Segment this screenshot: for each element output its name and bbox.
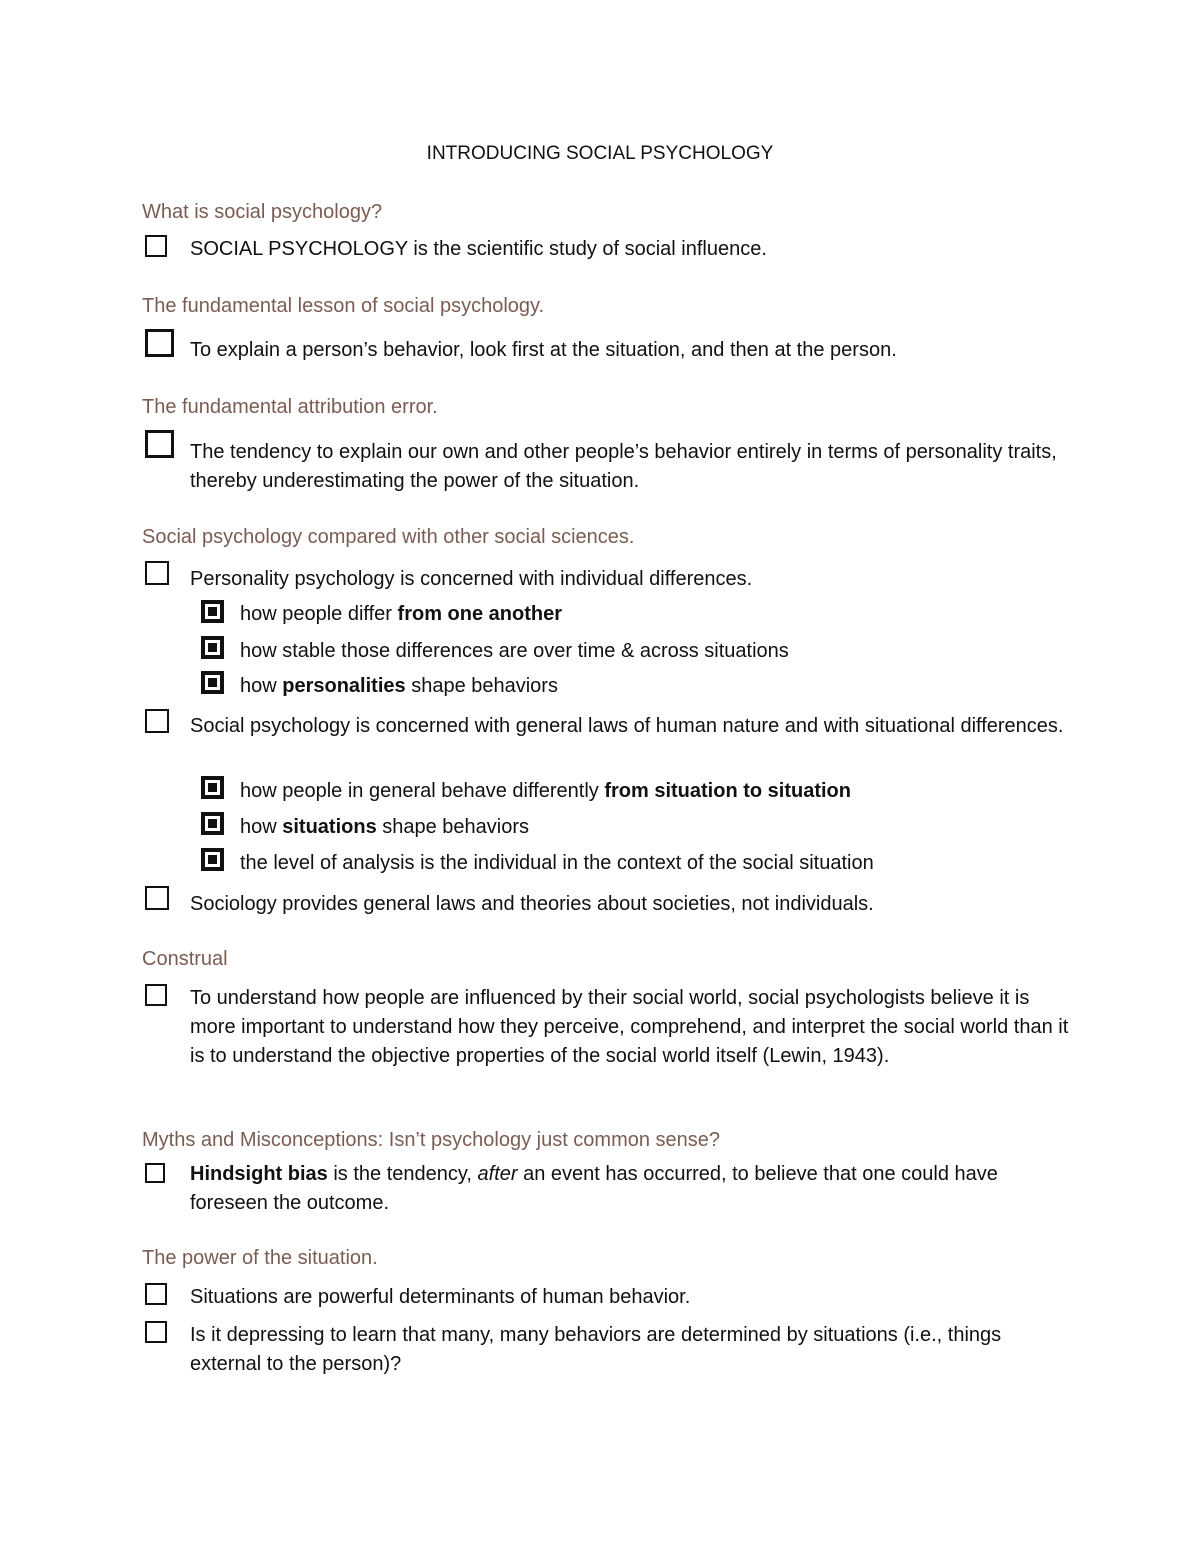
sub-bullet-text: how stable those differences are over time & across situations [240, 640, 789, 662]
section-heading: Myths and Misconceptions: Isn’t psychology just common sense? [142, 1129, 721, 1151]
section-heading: What is social psychology? [142, 201, 383, 223]
bullet-text: Hindsight bias is the tendency, after an event has occurred, to believe that one could have foreseen the outcome. [190, 1163, 998, 1214]
checkbox-icon [145, 430, 174, 458]
filled-checkbox-icon [201, 812, 224, 835]
filled-checkbox-icon [201, 776, 224, 799]
filled-checkbox-icon [201, 848, 224, 871]
filled-checkbox-icon [201, 636, 224, 659]
checkbox-icon [145, 329, 174, 357]
bullet-text: Is it depressing to learn that many, many behaviors are determined by situations (i.e., things external to the person)? [190, 1324, 1002, 1375]
checkbox-icon [145, 235, 167, 257]
sub-bullet-text: the level of analysis is the individual in the context of the social situation [240, 852, 874, 874]
section-heading: The fundamental attribution error. [142, 396, 438, 418]
bullet-text: SOCIAL PSYCHOLOGY is the scientific study of social influence. [190, 238, 767, 260]
checkbox-icon [145, 709, 169, 733]
bullet-text: To explain a person’s behavior, look first at the situation, and then at the person. [190, 339, 897, 361]
bullet-text: Personality psychology is concerned with individual differences. [190, 568, 753, 590]
sub-bullet-text: how people differ from one another [240, 603, 562, 625]
sub-bullet-text: how people in general behave differently from situation to situation [240, 780, 851, 802]
filled-checkbox-icon [201, 600, 224, 623]
bullet-text: Sociology provides general laws and theories about societies, not individuals. [190, 893, 874, 915]
checkbox-icon [145, 1163, 165, 1183]
section-heading: Construal [142, 948, 228, 970]
checkbox-icon [145, 1321, 167, 1343]
sub-bullet-text: how situations shape behaviors [240, 816, 530, 838]
section-heading: Social psychology compared with other social sciences. [142, 526, 635, 548]
section-heading: The fundamental lesson of social psychology. [142, 295, 545, 317]
bullet-text: To understand how people are influenced by their social world, social psychologists believe it is more important to understand how they perceive, comprehend, and interpret the social world than it is to understand the objective properties of the social world itself (Lewin, 1943). [190, 987, 1069, 1067]
document-title: INTRODUCING SOCIAL PSYCHOLOGY [426, 143, 774, 164]
checkbox-icon [145, 984, 167, 1006]
bullet-text: Situations are powerful determinants of human behavior. [190, 1286, 691, 1308]
filled-checkbox-icon [201, 671, 224, 694]
bullet-text: Social psychology is concerned with general laws of human nature and with situational differences. [190, 715, 1064, 737]
sub-bullet-text: how personalities shape behaviors [240, 675, 558, 697]
checkbox-icon [145, 886, 169, 910]
section-heading: The power of the situation. [142, 1247, 378, 1269]
checkbox-icon [145, 1283, 167, 1305]
checkbox-icon [145, 561, 169, 585]
bullet-text: The tendency to explain our own and other people’s behavior entirely in terms of personality traits, thereby underestimating the power of the situation. [190, 441, 1057, 492]
